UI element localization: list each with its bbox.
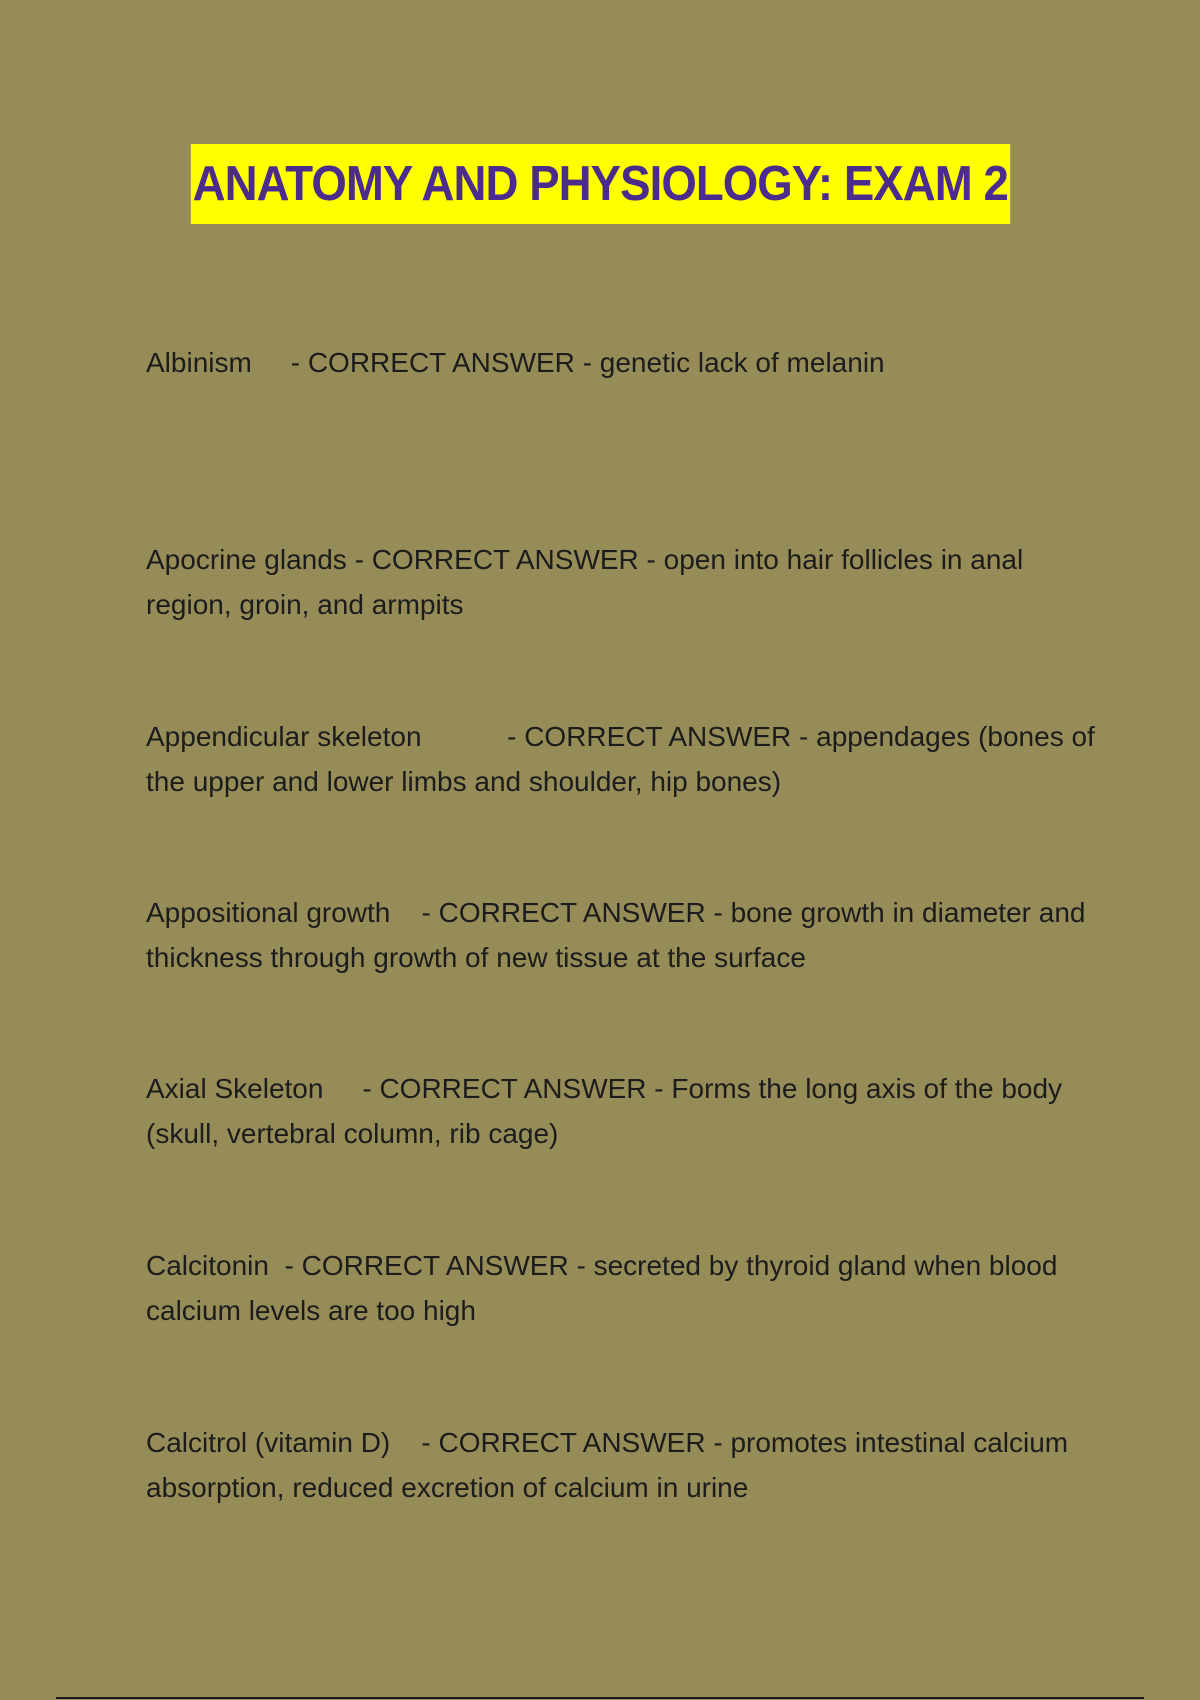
entry-answer: bone growth in diameter and thickness through growth of new tissue at the surface — [146, 897, 1086, 973]
entry-term: Albinism — [146, 347, 252, 378]
entry-answer: Forms the long axis of the body (skull, vertebral column, rib cage) — [146, 1073, 1063, 1149]
entry-term: Calcitrol (vitamin D) — [146, 1427, 391, 1458]
entry-separator: - CORRECT ANSWER - — [276, 1250, 594, 1281]
qa-entry — [146, 1420, 1106, 1510]
entry-term: Appendicular skeleton — [146, 721, 422, 752]
entry-answer: secreted by thyroid gland when blood calcium levels are too high — [146, 1250, 1058, 1326]
qa-entry — [146, 890, 1106, 980]
qa-entry — [146, 1243, 1106, 1333]
entry-separator: - CORRECT ANSWER - — [354, 1073, 672, 1104]
footer-divider — [56, 1697, 1144, 1699]
entry-term: Calcitonin — [146, 1250, 269, 1281]
entry-separator: - CORRECT ANSWER - — [499, 721, 817, 752]
entry-answer: genetic lack of melanin — [599, 347, 885, 378]
entry-answer: appendages (bones of the upper and lower limbs and shoulder, hip bones) — [146, 721, 1095, 797]
entry-separator: - CORRECT ANSWER - — [346, 544, 664, 575]
entry-term: Axial Skeleton — [146, 1073, 324, 1104]
qa-entry — [146, 537, 1106, 627]
qa-entry — [146, 714, 1106, 804]
qa-entry — [146, 1066, 1106, 1156]
entry-separator: - CORRECT ANSWER - — [413, 897, 731, 928]
qa-entry — [146, 340, 1106, 385]
entry-separator: - CORRECT ANSWER - — [282, 347, 600, 378]
entry-separator: - CORRECT ANSWER - — [413, 1427, 731, 1458]
entry-term: Apocrine glands — [146, 544, 347, 575]
entry-term: Appositional growth — [146, 897, 391, 928]
page-title: ANATOMY AND PHYSIOLOGY: EXAM 2 — [191, 144, 1010, 224]
title-container — [0, 144, 1200, 224]
entry-answer: open into hair follicles in anal region, groin, and armpits — [146, 544, 1024, 620]
entry-answer: promotes intestinal calcium absorption, reduced excretion of calcium in urine — [146, 1427, 1069, 1503]
